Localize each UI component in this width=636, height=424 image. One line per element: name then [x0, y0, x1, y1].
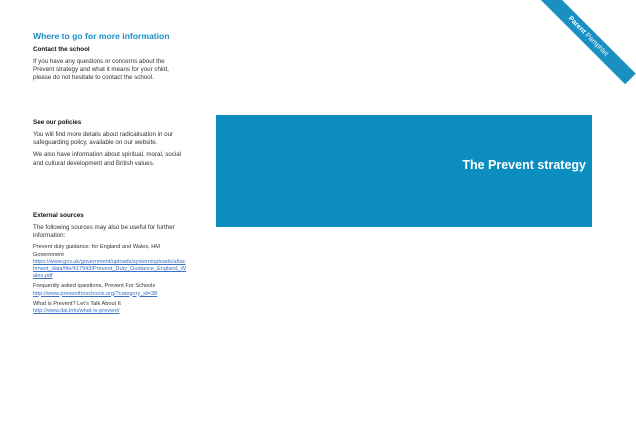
info-section — [33, 31, 187, 87]
corner-ribbon — [508, 0, 610, 92]
ribbon-text: Pamphlet — [583, 31, 610, 58]
policies-title: See our policies — [33, 119, 82, 126]
source-item — [33, 283, 187, 297]
source-link[interactable]: http://www.preventforschools.org/?category_id=38 — [33, 290, 158, 297]
source-label: Prevent duty guidance: for England and Wales, HM Government — [33, 244, 160, 258]
contact-text: If you have any questions or concerns about the Prevent strategy and what it means for your child, please do not hesitate to contact the school. — [33, 58, 169, 82]
external-intro: The following sources may also be useful for further information: — [33, 224, 175, 240]
policies-section — [33, 119, 187, 172]
source-link[interactable]: https://www.gov.uk/government/uploads/system/uploads/attachment_data/file/417943/Prevent_Duty_Guidance_England_Wales.pdf — [33, 258, 187, 280]
source-link[interactable]: http://www.ltai.info/what-is-prevent/ — [33, 308, 120, 315]
policies-text-2: We also have information about spiritual, moral, social and cultural development and British values. — [33, 151, 182, 167]
source-label: Frequently asked questions, Prevent For Schools — [33, 283, 156, 290]
source-item — [33, 244, 187, 280]
ribbon-bold-text: Parent — [566, 15, 588, 36]
info-heading: Where to go for more information — [33, 31, 170, 41]
source-item — [33, 301, 187, 315]
contact-title: Contact the school — [33, 46, 90, 53]
source-label: What is Prevent? Let’s Talk About It — [33, 300, 121, 307]
external-sources-section — [33, 212, 187, 318]
external-title: External sources — [33, 212, 84, 219]
hero-banner — [216, 115, 592, 227]
policies-text-1: You will find more details about radicalisation in our safeguarding policy, available on our website. — [33, 131, 174, 147]
hero-title: The Prevent strategy — [462, 158, 586, 172]
parent-pamphlet-ribbon — [540, 0, 635, 84]
